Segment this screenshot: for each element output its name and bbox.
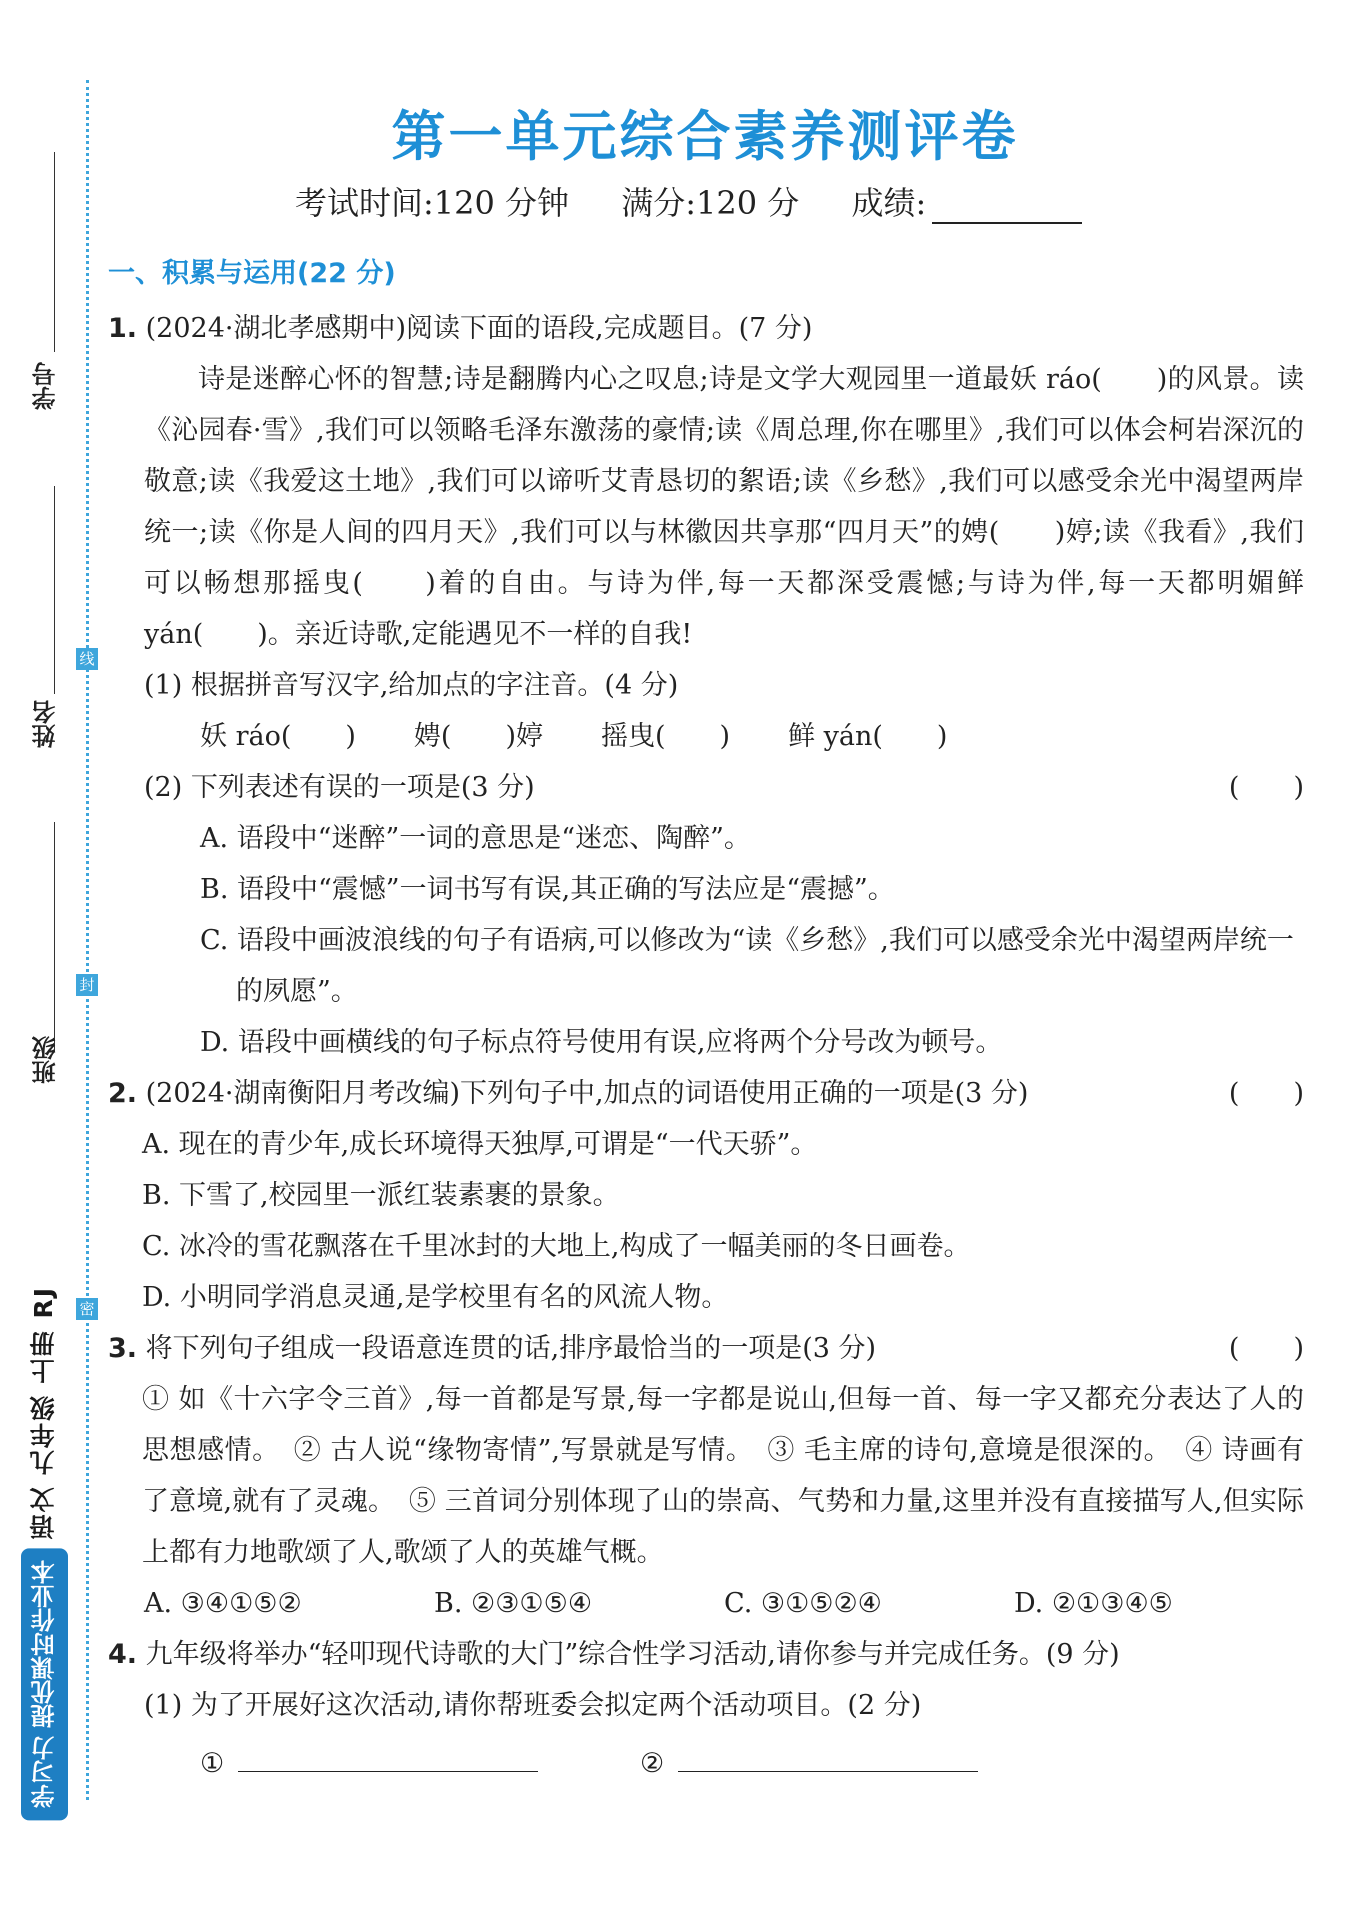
full-score: 满分:120 分 bbox=[621, 184, 800, 222]
question-4 bbox=[108, 1629, 1304, 1680]
option-a[interactable]: A. 语段中“迷醉”一词的意思是“迷恋、陶醉”。 bbox=[200, 823, 751, 854]
choice-row bbox=[108, 1578, 1304, 1629]
choice-c[interactable]: C. ③①⑤②④ bbox=[724, 1588, 882, 1619]
name-label: 姓名 bbox=[32, 700, 60, 748]
question-number: 4. bbox=[108, 1639, 138, 1670]
pinyin-blanks bbox=[108, 711, 1304, 762]
option-c[interactable]: C. 冰冷的雪花飘落在千里冰封的大地上,构成了一幅美丽的冬日画卷。 bbox=[142, 1231, 971, 1262]
exam-time: 考试时间:120 分钟 bbox=[295, 184, 570, 222]
question-stem: (2024·湖北孝感期中)阅读下面的语段,完成题目。(7 分) bbox=[145, 313, 813, 344]
student-id-line bbox=[54, 152, 55, 352]
choice-a[interactable]: A. ③④①⑤② bbox=[144, 1588, 302, 1619]
section-heading: 一、积累与运用(22 分) bbox=[108, 258, 396, 289]
question-stem: (2024·湖南衡阳月考改编)下列句子中,加点的词语使用正确的一项是(3 分) bbox=[145, 1078, 1029, 1109]
exam-info bbox=[295, 178, 1082, 224]
reading-passage: 诗是迷醉心怀的智慧;诗是翻腾内心之叹息;诗是文学大观园里一道最妖 ráo( )的风景。读《沁园春·雪》,我们可以领略毛泽东激荡的豪情;读《周总理,你在哪里》,我们可以体会柯岩深沉的敬意;读《我爱这土地》,我们可以谛听艾青恳切的絮语;读《乡愁》,我们可以感受余光中渴望两岸统一;读《你是人间的四月天》,我们可以与林徽因共享那“四月天”的娉( )婷;读《我看》,我们可以畅想那摇曳( )着的自由。与诗为伴,每一天都深受震憾;与诗为伴,每一天都明媚鲜 yán( )。亲近诗歌,定能遇见不一样的自我! bbox=[144, 364, 1304, 650]
answer-line[interactable] bbox=[678, 1737, 978, 1772]
student-id-label: 学号 bbox=[32, 362, 60, 410]
choice-b[interactable]: B. ②③①⑤④ bbox=[434, 1588, 593, 1619]
answer-item bbox=[640, 1737, 1080, 1789]
question-number: 1. bbox=[108, 313, 138, 344]
pinyin-item[interactable]: 摇曳( ) bbox=[601, 721, 731, 752]
sub-question-1-2 bbox=[108, 762, 1304, 813]
question-stem: 将下列句子组成一段语意连贯的话,排序最恰当的一项是(3 分) bbox=[145, 1333, 877, 1364]
option-d[interactable]: D. 语段中画横线的句子标点符号使用有误,应将两个分号改为顿号。 bbox=[200, 1027, 1003, 1058]
answer-paren[interactable]: ( ) bbox=[1228, 1333, 1304, 1364]
binding-dotted-line bbox=[86, 80, 89, 1800]
item-marker: ① bbox=[200, 1748, 225, 1779]
option-b[interactable]: B. 语段中“震憾”一词书写有误,其正确的写法应是“震撼”。 bbox=[200, 874, 895, 905]
answer-line[interactable] bbox=[238, 1737, 538, 1772]
answer-paren[interactable]: ( ) bbox=[1228, 772, 1304, 803]
bind-mark-xian: 线 bbox=[76, 648, 98, 670]
answer-blanks bbox=[108, 1737, 1304, 1789]
book-spine-tab bbox=[20, 1160, 68, 1820]
class-label: 班级 bbox=[32, 1036, 60, 1084]
answer-item bbox=[200, 1737, 640, 1789]
option-b[interactable]: B. 下雪了,校园里一派红装素裹的景象。 bbox=[142, 1180, 620, 1211]
name-line bbox=[54, 486, 55, 694]
option-c[interactable]: C. 语段中画波浪线的句子有语病,可以修改为“读《乡愁》,我们可以感受余光中渴望两岸统一的夙愿”。 bbox=[200, 925, 1294, 1007]
pinyin-item[interactable]: 娉( )婷 bbox=[413, 721, 543, 752]
bind-mark-mi: 密 bbox=[76, 1298, 98, 1320]
class-line bbox=[54, 822, 55, 1052]
answer-paren[interactable]: ( ) bbox=[1228, 1078, 1304, 1109]
pinyin-item[interactable]: 妖 ráo( ) bbox=[200, 721, 356, 752]
item-marker: ② bbox=[640, 1748, 665, 1779]
pinyin-item[interactable]: 鲜 yán( ) bbox=[788, 721, 948, 752]
choice-d[interactable]: D. ②①③④⑤ bbox=[1014, 1588, 1173, 1619]
score-blank[interactable] bbox=[932, 222, 1082, 224]
sub-question-text: (2) 下列表述有误的一项是(3 分) bbox=[144, 772, 535, 803]
question-stem: 九年级将举办“轻叩现代诗歌的大门”综合性学习活动,请你参与并完成任务。(9 分) bbox=[145, 1639, 1120, 1670]
sentence-list: ① 如《十六字令三首》,每一首都是写景,每一字都是说山,但每一首、每一字又都充分表达了人的思想感情。 ② 古人说“缘物寄情”,写景就是写情。 ③ 毛主席的诗句,意境是很深的。 ④ 诗画有了意境,就有了灵魂。 ⑤ 三首词分别体现了山的崇高、气势和力量,这里并没有直接描写人,但实际上都有力地歌颂了人,歌颂了人的英雄气概。 bbox=[142, 1384, 1305, 1568]
sub-question-1-1: (1) 根据拼音写汉字,给加点的字注音。(4 分) bbox=[144, 670, 679, 701]
exam-content bbox=[108, 248, 1304, 1789]
question-number: 2. bbox=[108, 1078, 138, 1109]
score-label: 成绩: bbox=[851, 184, 927, 222]
sub-question-4-1: (1) 为了开展好这次活动,请你帮班委会拟定两个活动项目。(2 分) bbox=[144, 1690, 922, 1721]
question-1 bbox=[108, 303, 1304, 354]
question-number: 3. bbox=[108, 1333, 138, 1364]
option-a[interactable]: A. 现在的青少年,成长环境得天独厚,可谓是“一代天骄”。 bbox=[142, 1129, 818, 1160]
book-label: 语文 九年级 上册 RJ bbox=[29, 1285, 58, 1540]
option-d[interactable]: D. 小明同学消息灵通,是学校里有名的风流人物。 bbox=[142, 1282, 729, 1313]
page-title: 第一单元综合素养测评卷 bbox=[391, 105, 1019, 168]
brand-label: 学习力 提优课时作业本 bbox=[21, 1548, 68, 1820]
bind-mark-feng: 封 bbox=[76, 974, 98, 996]
question-2 bbox=[108, 1068, 1304, 1119]
question-3 bbox=[108, 1323, 1304, 1374]
